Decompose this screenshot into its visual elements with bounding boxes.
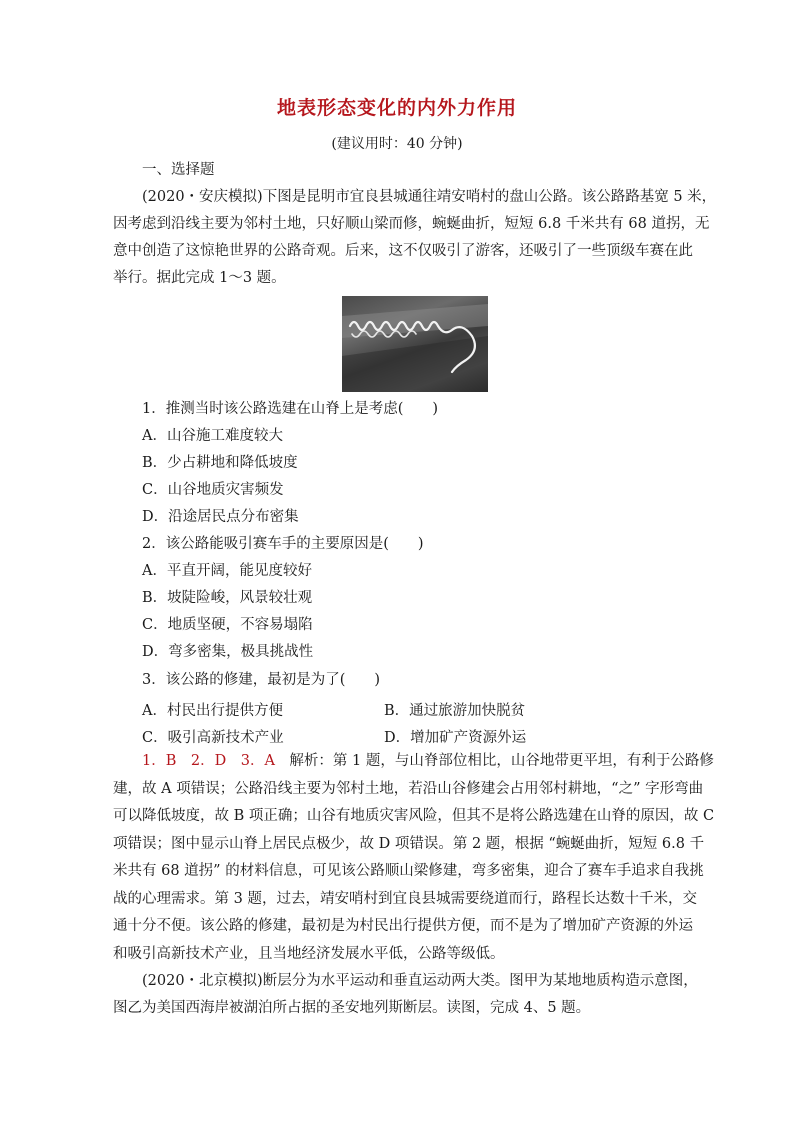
- answer-line: 项错误；图中显示山脊上居民点极少，故 D 项错误。第 2 题，根据 “蜿蜒曲折，短短 6.8 千: [113, 835, 705, 852]
- intro-line: 意中创造了这惊艳世界的公路奇观。后来，这不仅吸引了游客，还吸引了一些顶级车赛在此: [113, 243, 693, 259]
- section-heading: 一、选择题: [142, 162, 215, 178]
- option-a: A．平直开阔，能见度较好: [142, 563, 312, 579]
- winding-road-illustration: [342, 296, 488, 392]
- page-title: 地表形态变化的内外力作用: [276, 97, 517, 119]
- option-d: D．弯多密集，极具挑战性: [142, 644, 314, 660]
- page-subtitle: (建议用时：40 分钟): [331, 136, 463, 152]
- option-a: A．山谷施工难度较大: [142, 428, 283, 444]
- answer-keys: 1．B 2．D 3．A: [142, 753, 275, 769]
- option-c: C．山谷地质灾害频发: [142, 482, 284, 498]
- question-2: [113, 531, 685, 666]
- mountain-road-photo: [342, 296, 488, 392]
- answer-line: 解析：第 1 题，与山脊部位相比，山谷地带更平坦，有利于公路修: [274, 753, 714, 769]
- option-d: D．沿途居民点分布密集: [142, 509, 299, 525]
- option-a: A．村民出行提供方便: [142, 703, 283, 719]
- question-stem: 3．该公路的修建，最初是为了( ): [142, 672, 381, 688]
- intro-paragraph-2: [113, 968, 698, 1022]
- option-b: B．通过旅游加快脱贫: [384, 703, 526, 719]
- option-b: B．少占耕地和降低坡度: [142, 455, 298, 471]
- answer-line: 和吸引高新技术产业，且当地经济发展水平低，公路等级低。: [113, 945, 505, 962]
- option-d: D．增加矿产资源外运: [384, 730, 527, 746]
- intro-line: 图乙为美国西海岸被湖泊所占据的圣安地列斯断层。读图，完成 4、5 题。: [113, 1000, 591, 1016]
- question-stem: 1．推测当时该公路选建在山脊上是考虑( ): [142, 401, 439, 417]
- answer-explanation: [113, 748, 715, 968]
- answer-line: 通十分不便。该公路的修建，最初是为村民出行提供方便，而不是为了增加矿产资源的外运: [113, 918, 693, 934]
- option-c: C．地质坚硬，不容易塌陷: [142, 617, 313, 633]
- intro-line: (2020・安庆模拟)下图是昆明市宜良县城通往靖安哨村的盘山公路。该公路路基宽 5 米，: [142, 189, 717, 205]
- question-1: [113, 396, 685, 531]
- question-stem: 2．该公路能吸引赛车手的主要原因是( ): [142, 536, 424, 552]
- answer-line: 米共有 68 道拐” 的材料信息，可见该公路顺山梁修建，弯多密集，迎合了赛车手追求自我挑: [113, 863, 704, 879]
- option-b: B．坡陡险峻，风景较壮观: [142, 590, 313, 606]
- answer-line: 可以降低坡度，故 B 项正确；山谷有地质灾害风险，但其不是将公路选建在山脊的原因，故 C: [113, 808, 715, 824]
- question-3-stem: [113, 667, 685, 694]
- intro-line: 因考虑到沿线主要为邻村土地，只好顺山梁而修，蜿蜒曲折，短短 6.8 千米共有 68 道拐，无: [113, 216, 710, 232]
- option-c: C．吸引高新技术产业: [142, 730, 284, 746]
- intro-line: 举行。据此完成 1～3 题。: [113, 270, 286, 286]
- intro-line: (2020・北京模拟)断层分为水平运动和垂直运动两大类。图甲为某地地质构造示意图，: [142, 973, 698, 989]
- answer-line: 战的心理需求。第 3 题，过去，靖安哨村到宜良县城需要绕道而行，路程长达数十千米，交: [113, 890, 697, 907]
- intro-paragraph-1: [113, 184, 717, 292]
- answer-line: 建，故 A 项错误；公路沿线主要为邻村土地，若沿山谷修建会占用邻村耕地，“之” 字形弯曲: [113, 780, 704, 797]
